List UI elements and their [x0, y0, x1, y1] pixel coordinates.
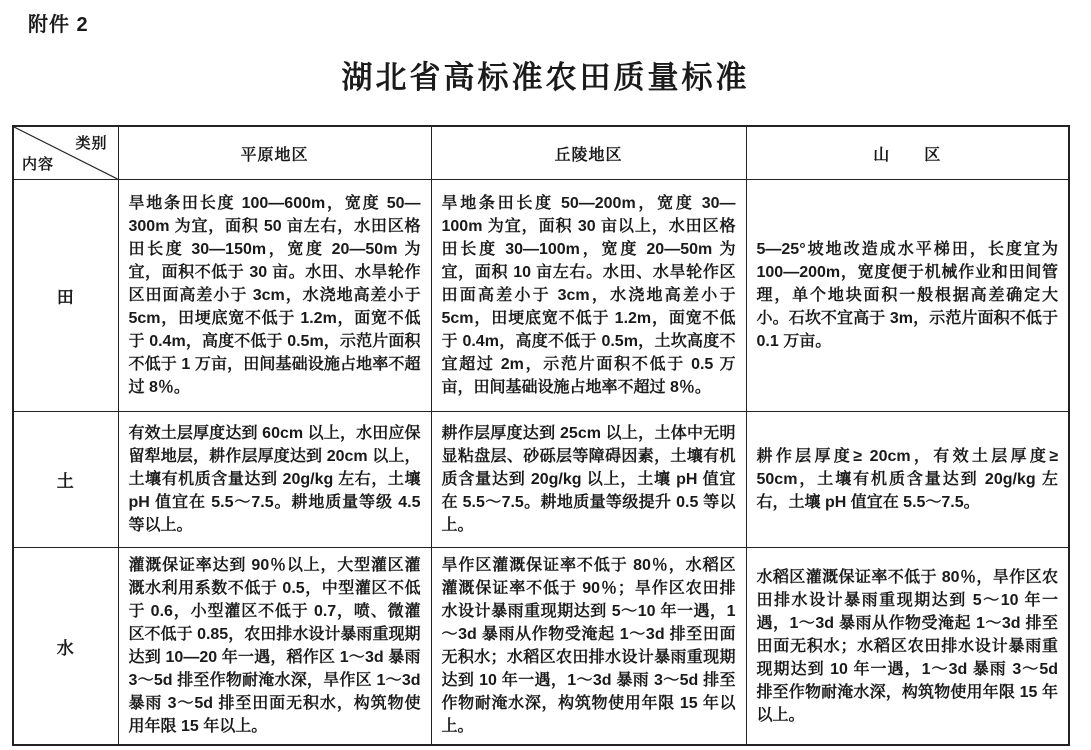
row-label-soil: 土	[13, 412, 118, 548]
cell-water-plain: 灌溉保证率达到 90％以上，大型灌区灌溉水利用系数不低于 0.5，中型灌区不低于 0.6，小型灌区不低于 0.7，喷、微灌区不低于 0.85，农田排水设计暴雨重现期达到 10—20 年一遇，稻作区 1～3d 暴雨 3～5d 排至作物耐淹水深，旱作区 1～3d 暴雨 3～5d 排至田面无积水，构筑物使用年限 15 年以上。	[118, 548, 431, 746]
table-row-soil	[13, 412, 1069, 548]
table-header-row	[13, 126, 1069, 180]
table-row-water	[13, 548, 1069, 746]
corner-header-cell	[13, 126, 118, 180]
cell-field-mountain: 5—25°坡地改造成水平梯田，长度宜为 100—200m，宽度便于机械作业和田间管理，单个地块面积一般根据高差确定大小。石坎不宜高于 3m，示范片面积不低于 0.1 万亩。	[746, 180, 1069, 412]
cell-water-hilly: 旱作区灌溉保证率不低于 80％，水稻区灌溉保证率不低于 90％；旱作区农田排水设计暴雨重现期达到 5～10 年一遇，1～3d 暴雨从作物受淹起 1～3d 排至田面无积水；水稻区农田排水设计暴雨重现期达到 10 年一遇，1～3d 暴雨 3～5d 排至作物耐淹水深，构筑物使用年限 15 年以上。	[431, 548, 746, 746]
cell-soil-plain: 有效土层厚度达到 60cm 以上，水田应保留犁地层，耕作层厚度达到 20cm 以上，土壤有机质含量达到 20g/kg 左右，土壤 pH 值宜在 5.5～7.5。耕地质量等级 4.5 等以上。	[118, 412, 431, 548]
standards-table	[12, 125, 1070, 746]
column-header-plain: 平原地区	[118, 126, 431, 180]
cell-field-hilly: 旱地条田长度 50—200m，宽度 30—100m 为宜，面积 30 亩以上，水田区格田长度 30—100m，宽度 20—50m 为宜，面积 10 亩左右。水田、水旱轮作区田面高差小于 3cm，水浇地高差小于 5cm，田埂底宽不低于 1.2m，面宽不低于 0.4m，高度不低于 0.5m，土坎高度不宜超过 2m，示范片面积不低于 0.5 万亩，田间基础设施占地率不超过 8％。	[431, 180, 746, 412]
row-label-water: 水	[13, 548, 118, 746]
row-label-field: 田	[13, 180, 118, 412]
page-title: 湖北省高标准农田质量标准	[341, 60, 750, 95]
cell-soil-mountain: 耕作层厚度≥ 20cm，有效土层厚度≥ 50cm，土壤有机质含量达到 20g/kg 左右，土壤 pH 值宜在 5.5～7.5。	[746, 412, 1069, 548]
corner-content-label: 内容	[22, 156, 55, 173]
column-header-hilly: 丘陵地区	[431, 126, 746, 180]
cell-soil-hilly: 耕作层厚度达到 25cm 以上，土体中无明显粘盘层、砂砾层等障碍因素，土壤有机质含量达到 20g/kg 以上，土壤 pH 值宜在 5.5～7.5。耕地质量等级提升 0.5 等以上。	[431, 412, 746, 548]
cell-water-mountain: 水稻区灌溉保证率不低于 80％，旱作区农田排水设计暴雨重现期达到 5～10 年一遇，1～3d 暴雨从作物受淹起 1～3d 排至田面无积水；水稻区农田排水设计暴雨重现期达到 10 年一遇，1～3d 暴雨 3～5d 排至作物耐淹水深，构筑物使用年限 15 年以上。	[746, 548, 1069, 746]
attachment-label: 附件 2	[28, 14, 89, 36]
cell-field-plain: 旱地条田长度 100—600m，宽度 50—300m 为宜，面积 50 亩左右，水田区格田长度 30—150m，宽度 20—50m 为宜，面积不低于 30 亩。水田、水旱轮作区田面高差小于 3cm，水浇地高差小于 5cm，田埂底宽不低于 1.2m，面宽不低于 0.4m，高度不低于 0.5m，示范片面积不低于 1 万亩，田间基础设施占地率不超过 8％。	[118, 180, 431, 412]
corner-category-label: 类别	[75, 135, 108, 152]
column-header-mountain: 山 区	[746, 126, 1069, 180]
table-row-field	[13, 180, 1069, 412]
